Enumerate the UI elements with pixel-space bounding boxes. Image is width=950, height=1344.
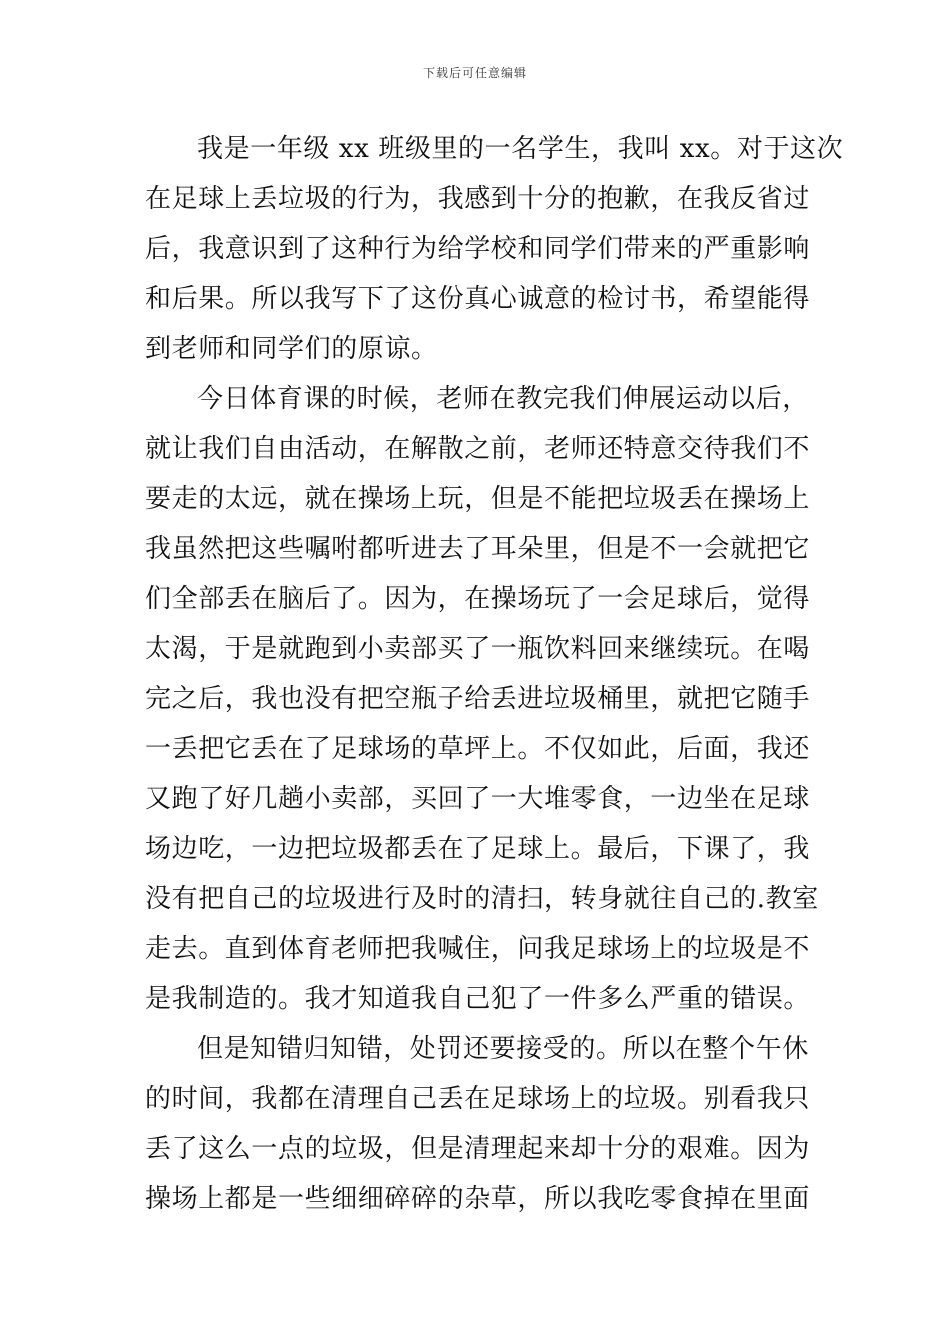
- text-line: 场边吃，一边把垃圾都丢在了足球上。最后，下课了，我: [145, 834, 811, 864]
- text-line: 完之后，我也没有把空瓶子给丢进垃圾桶里，就把它随手: [145, 684, 811, 714]
- text-line: 我虽然把这些嘱咐都听进去了耳朵里，但是不一会就把它: [145, 534, 811, 564]
- text-line: 丢了这么一点的垃圾，但是清理起来却十分的艰难。因为: [145, 1134, 811, 1164]
- text-line: 到老师和同学们的原谅。: [145, 334, 438, 364]
- text-line: 在足球上丢垃圾的行为，我感到十分的抱歉，在我反省过: [145, 184, 811, 214]
- text-line: 们全部丢在脑后了。因为，在操场玩了一会足球后，觉得: [145, 584, 811, 614]
- text-line: 是我制造的。我才知道我自己犯了一件多么严重的错误。: [145, 984, 811, 1014]
- text-line: 走去。直到体育老师把我喊住，问我足球场上的垃圾是不: [145, 934, 811, 964]
- text-line: 但是知错归知错，处罚还要接受的。所以在整个午休: [197, 1034, 809, 1064]
- text-line: 就让我们自由活动，在解散之前，老师还特意交待我们不: [145, 434, 811, 464]
- text-line: 后，我意识到了这种行为给学校和同学们带来的严重影响: [145, 234, 811, 264]
- text-line: 没有把自己的垃圾进行及时的清扫，转身就往自己的.教室: [145, 884, 819, 914]
- text-line: 又跑了好几趟小卖部，买回了一大堆零食，一边坐在足球: [145, 784, 811, 814]
- text-line: 一丢把它丢在了足球场的草坪上。不仅如此，后面，我还: [145, 734, 811, 764]
- text-line: 太渴，于是就跑到小卖部买了一瓶饮料回来继续玩。在喝: [145, 634, 811, 664]
- text-line: 和后果。所以我写下了这份真心诚意的检讨书，希望能得: [145, 284, 811, 314]
- text-line: 的时间，我都在清理自己丢在足球场上的垃圾。别看我只: [145, 1084, 811, 1114]
- text-line: 今日体育课的时候，老师在教完我们伸展运动以后，: [197, 384, 809, 414]
- page-header-note: 下载后可任意编辑: [422, 66, 527, 80]
- text-line: 操场上都是一些细细碎碎的杂草，所以我吃零食掉在里面: [145, 1184, 811, 1214]
- text-line: 我是一年级 xx 班级里的一名学生，我叫 xx。对于这次: [197, 134, 844, 164]
- text-line: 要走的太远，就在操场上玩，但是不能把垃圾丢在操场上: [145, 484, 811, 514]
